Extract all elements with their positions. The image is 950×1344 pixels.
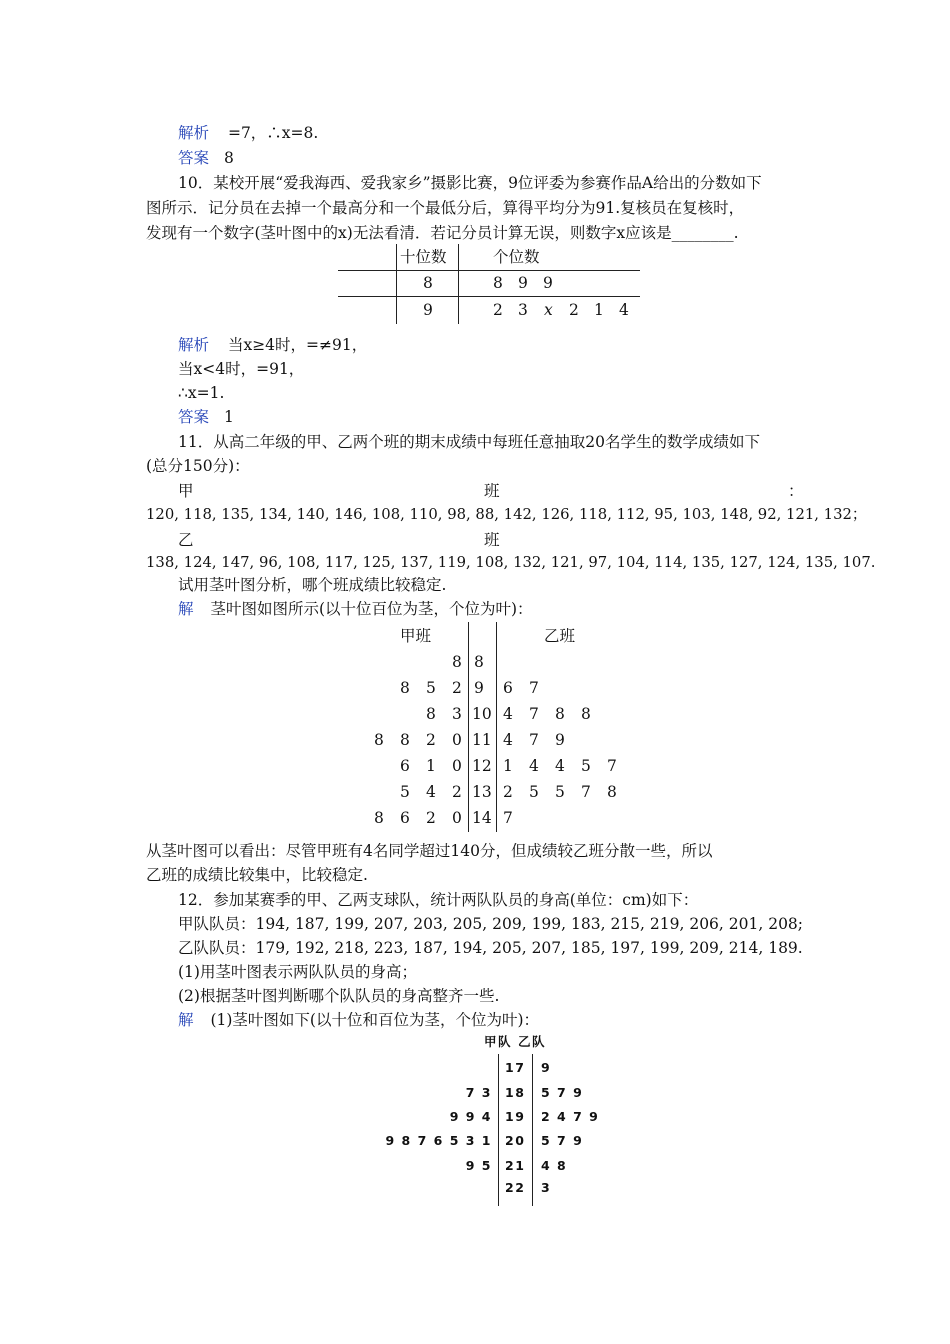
right-leaf: 7 bbox=[607, 757, 617, 775]
table-rule bbox=[338, 270, 640, 271]
right-leaves: 5 7 9 bbox=[541, 1133, 584, 1148]
leaf-cell: x bbox=[544, 301, 553, 319]
leaf-cell: 8 bbox=[493, 274, 503, 292]
left-leaf: 2 bbox=[426, 809, 436, 827]
right-leaf: 7 bbox=[503, 809, 513, 827]
header-stem: 十位数 bbox=[400, 248, 447, 266]
analysis-label: 解析 bbox=[178, 336, 210, 354]
problem-11-conclusion-1: 从茎叶图可以看出：尽管甲班有4名同学超过140分，但成绩较乙班分散一些，所以 bbox=[146, 842, 713, 860]
left-leaf: 6 bbox=[400, 809, 410, 827]
analysis-text: ∴x=1. bbox=[178, 384, 225, 402]
problem-12-q1: (1)用茎叶图表示两队队员的身高； bbox=[178, 963, 417, 981]
analysis-line bbox=[178, 335, 367, 355]
stem-cell: 8 bbox=[423, 274, 433, 292]
left-leaf: 8 bbox=[452, 653, 462, 671]
left-leaf: 0 bbox=[452, 757, 462, 775]
analysis-text: 当x≥4时，=≠91， bbox=[227, 336, 368, 354]
right-leaf: 8 bbox=[555, 705, 565, 723]
class-jia-scores: 120, 118, 135, 134, 140, 146, 108, 110, 98, 88, 142, 126, 118, 112, 95, 103, 148, 92, 121, 132； bbox=[146, 506, 867, 523]
stem-cell: 18 bbox=[505, 1085, 526, 1100]
left-leaf: 0 bbox=[452, 731, 462, 749]
right-leaf: 1 bbox=[503, 757, 513, 775]
stem-leaf-table-10 bbox=[338, 244, 640, 324]
stem-cell: 12 bbox=[472, 757, 492, 775]
class-yi-scores: 138, 124, 147, 96, 108, 117, 125, 137, 119, 108, 132, 121, 97, 104, 114, 135, 127, 124, 135, 107. bbox=[146, 554, 876, 571]
stem-cell: 21 bbox=[505, 1158, 526, 1173]
problem-11-line-1: 11．从高二年级的甲、乙两个班的期末成绩中每班任意抽取20名学生的数学成绩如下 bbox=[178, 433, 760, 451]
class-jia-colon: ： bbox=[788, 482, 804, 500]
right-leaf: 5 bbox=[555, 783, 565, 801]
right-leaf: 7 bbox=[529, 731, 539, 749]
table-rule bbox=[338, 296, 640, 297]
right-title: 乙班 bbox=[544, 627, 576, 645]
left-title: 甲队 bbox=[484, 1034, 513, 1049]
problem-10-line-3: 发现有一个数字(茎叶图中的x)无法看清．若记分员计算无误，则数字x应该是________. bbox=[146, 224, 739, 242]
stem-cell: 14 bbox=[472, 809, 492, 827]
right-leaves: 2 4 7 9 bbox=[541, 1109, 600, 1124]
right-leaves: 4 8 bbox=[541, 1158, 568, 1173]
right-leaf: 5 bbox=[529, 783, 539, 801]
class-jia-label: 班 bbox=[484, 482, 500, 500]
analysis-text: 当x<4时，=91， bbox=[178, 360, 305, 378]
problem-11-conclusion-2: 乙班的成绩比较集中，比较稳定. bbox=[146, 866, 368, 884]
left-leaf: 0 bbox=[452, 809, 462, 827]
problem-12-q2: (2)根据茎叶图判断哪个队队员的身高整齐一些. bbox=[178, 987, 500, 1005]
solution-label: 解 bbox=[178, 600, 194, 618]
right-title: 乙队 bbox=[518, 1034, 547, 1049]
problem-11-line-2: (总分150分)： bbox=[146, 457, 250, 475]
right-leaf: 6 bbox=[503, 679, 513, 697]
stem-cell: 9 bbox=[474, 679, 484, 697]
right-leaves: 3 bbox=[541, 1180, 552, 1195]
right-leaves: 5 7 9 bbox=[541, 1085, 584, 1100]
right-leaf: 8 bbox=[581, 705, 591, 723]
right-leaf: 7 bbox=[529, 679, 539, 697]
right-leaf: 5 bbox=[581, 757, 591, 775]
right-leaf: 4 bbox=[529, 757, 539, 775]
stem-leaf-chart-11 bbox=[360, 622, 640, 832]
stem-rule bbox=[468, 622, 469, 832]
leaf-cell: 2 bbox=[569, 301, 579, 319]
leaf-cell: 1 bbox=[594, 301, 604, 319]
stem-leaf-chart-12 bbox=[380, 1030, 620, 1210]
leaf-cell: 3 bbox=[518, 301, 528, 319]
team-jia-heights: 甲队队员：194, 187, 199, 207, 203, 205, 209, 199, 183, 215, 219, 206, 201, 208; bbox=[178, 915, 804, 933]
right-leaf: 4 bbox=[555, 757, 565, 775]
problem-12-line-1: 12．参加某赛季的甲、乙两支球队，统计两队队员的身高(单位：cm)如下： bbox=[178, 891, 699, 909]
left-leaves: 9 8 7 6 5 3 1 bbox=[385, 1133, 492, 1148]
left-leaf: 2 bbox=[426, 731, 436, 749]
left-leaves: 9 9 4 bbox=[449, 1109, 492, 1124]
stem-rule bbox=[496, 622, 497, 832]
stem-cell: 9 bbox=[423, 301, 433, 319]
team-yi-heights: 乙队队员：179, 192, 218, 223, 187, 194, 205, 207, 185, 197, 199, 209, 214, 189. bbox=[178, 939, 803, 957]
left-leaf: 5 bbox=[400, 783, 410, 801]
solution-label: 解 bbox=[178, 1011, 194, 1029]
right-leaf: 4 bbox=[503, 705, 513, 723]
solution-line bbox=[178, 599, 533, 619]
left-leaf: 8 bbox=[400, 731, 410, 749]
right-leaf: 4 bbox=[503, 731, 513, 749]
leaf-cell: 2 bbox=[493, 301, 503, 319]
leaf-cell: 4 bbox=[619, 301, 629, 319]
answer-text: 1 bbox=[223, 408, 234, 426]
left-leaf: 8 bbox=[426, 705, 436, 723]
stem-cell: 19 bbox=[505, 1109, 526, 1124]
right-leaf: 8 bbox=[607, 783, 617, 801]
table-rule bbox=[458, 244, 459, 324]
stem-cell: 10 bbox=[472, 705, 492, 723]
class-yi-label: 班 bbox=[484, 531, 500, 549]
stem-cell: 11 bbox=[472, 731, 492, 749]
stem-cell: 20 bbox=[505, 1133, 526, 1148]
left-leaves: 9 5 bbox=[465, 1158, 492, 1173]
header-leaf: 个位数 bbox=[493, 248, 540, 266]
solution-text: (1)茎叶图如下(以十位和百位为茎，个位为叶)： bbox=[210, 1011, 540, 1029]
stem-cell: 22 bbox=[505, 1180, 526, 1195]
left-title: 甲班 bbox=[400, 627, 432, 645]
problem-10-line-1: 10．某校开展“爱我海西、爱我家乡”摄影比赛，9位评委为参赛作品A给出的分数如下 bbox=[178, 174, 762, 192]
leaf-cell: 9 bbox=[543, 274, 553, 292]
left-leaf: 6 bbox=[400, 757, 410, 775]
analysis-text: =7，∴x=8. bbox=[227, 124, 319, 142]
solution-line bbox=[178, 1010, 539, 1030]
left-leaves: 7 3 bbox=[465, 1085, 492, 1100]
problem-11-question: 试用茎叶图分析，哪个班成绩比较稳定. bbox=[178, 576, 447, 594]
stem-rule bbox=[532, 1054, 533, 1206]
left-leaf: 8 bbox=[374, 731, 384, 749]
right-leaf: 7 bbox=[529, 705, 539, 723]
left-leaf: 8 bbox=[400, 679, 410, 697]
answer-text: 8 bbox=[223, 149, 234, 167]
right-leaf: 7 bbox=[581, 783, 591, 801]
left-leaf: 5 bbox=[426, 679, 436, 697]
leaf-cell: 9 bbox=[518, 274, 528, 292]
left-leaf: 4 bbox=[426, 783, 436, 801]
left-leaf: 2 bbox=[452, 783, 462, 801]
stem-cell: 13 bbox=[472, 783, 492, 801]
solution-text: 茎叶图如图所示(以十位百位为茎，个位为叶)： bbox=[210, 600, 533, 618]
table-rule bbox=[396, 244, 397, 324]
left-leaf: 8 bbox=[374, 809, 384, 827]
stem-cell: 8 bbox=[474, 653, 484, 671]
answer-line bbox=[178, 148, 234, 168]
analysis-line bbox=[178, 123, 318, 143]
left-leaf: 3 bbox=[452, 705, 462, 723]
stem-cell: 17 bbox=[505, 1060, 526, 1075]
class-yi-label: 乙 bbox=[178, 531, 194, 549]
right-leaf: 9 bbox=[555, 731, 565, 749]
analysis-label: 解析 bbox=[178, 124, 210, 142]
left-leaf: 2 bbox=[452, 679, 462, 697]
right-leaves: 9 bbox=[541, 1060, 552, 1075]
answer-line bbox=[178, 407, 234, 427]
stem-rule bbox=[498, 1054, 499, 1206]
answer-label: 答案 bbox=[178, 149, 210, 167]
left-leaf: 1 bbox=[426, 757, 436, 775]
problem-10-line-2: 图所示．记分员在去掉一个最高分和一个最低分后，算得平均分为91.复核员在复核时， bbox=[146, 199, 745, 217]
answer-label: 答案 bbox=[178, 408, 210, 426]
right-leaf: 2 bbox=[503, 783, 513, 801]
class-jia-label: 甲 bbox=[178, 482, 194, 500]
